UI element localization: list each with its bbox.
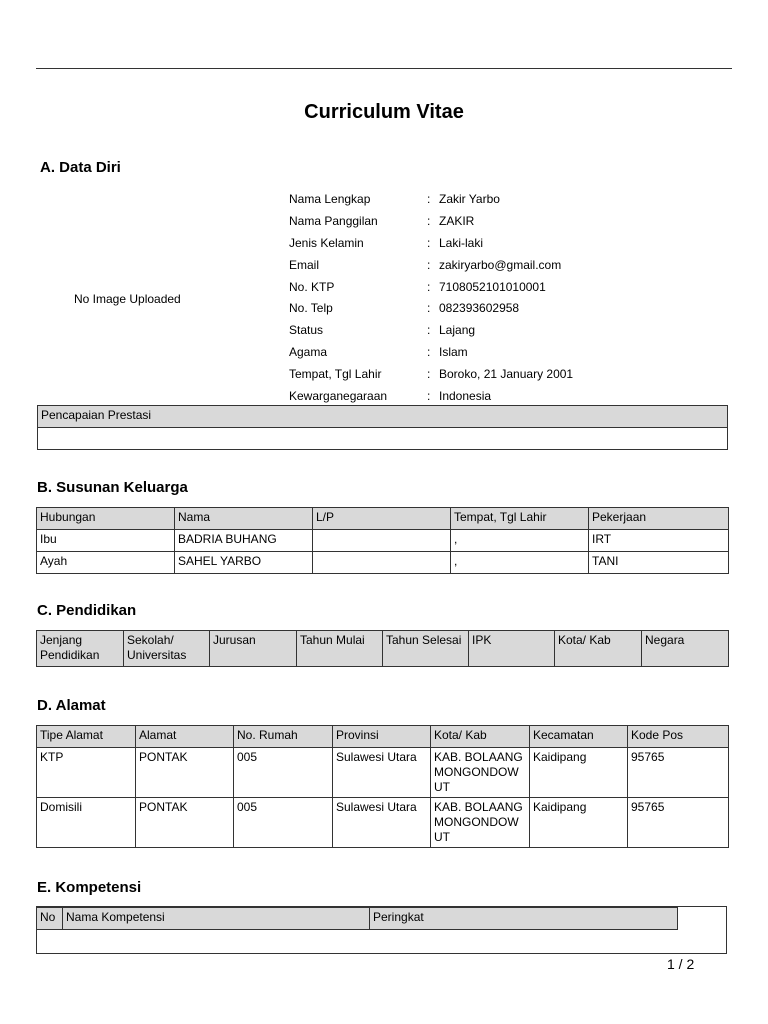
table-cell: 95765 (628, 748, 729, 798)
column-header: Kode Pos (628, 726, 729, 748)
column-header: Sekolah/ Universitas (124, 631, 210, 667)
table-cell: KAB. BOLAANG MONGONDOW UT (431, 748, 530, 798)
info-label: Status (289, 323, 324, 338)
table-cell: Domisili (37, 798, 136, 848)
column-header: Negara (642, 631, 729, 667)
info-row (289, 319, 729, 341)
info-value: Islam (439, 345, 468, 360)
prestasi-table (37, 405, 728, 450)
column-header: Tempat, Tgl Lahir (451, 508, 589, 530)
info-row (289, 341, 729, 363)
info-separator: : (427, 367, 431, 382)
info-row (289, 188, 729, 210)
info-separator: : (427, 323, 431, 338)
document-title: Curriculum Vitae (304, 101, 464, 123)
column-header: Jurusan (210, 631, 297, 667)
info-separator: : (427, 235, 431, 250)
table-cell: TANI (589, 552, 729, 574)
info-label: Nama Panggilan (289, 213, 378, 228)
alamat-table (36, 725, 729, 848)
info-separator: : (427, 301, 431, 316)
column-header: IPK (469, 631, 555, 667)
column-header: Peringkat (370, 908, 678, 930)
info-row (289, 297, 729, 319)
table-cell: Ibu (37, 530, 175, 552)
info-row (289, 363, 729, 385)
table-cell: KTP (37, 748, 136, 798)
prestasi-body (38, 428, 728, 450)
info-value: ZAKIR (439, 213, 475, 228)
info-label: Nama Lengkap (289, 191, 371, 206)
table-cell: Ayah (37, 552, 175, 574)
info-label: Email (289, 257, 320, 272)
column-header: Tipe Alamat (37, 726, 136, 748)
table-row (37, 530, 729, 552)
column-header: Kecamatan (530, 726, 628, 748)
info-separator: : (427, 213, 431, 228)
info-value: Zakir Yarbo (439, 191, 500, 206)
column-header: Tahun Mulai (297, 631, 383, 667)
table-cell: PONTAK (136, 748, 234, 798)
table-cell: IRT (589, 530, 729, 552)
info-separator: : (427, 257, 431, 272)
section-heading-keluarga: B. Susunan Keluarga (37, 479, 188, 496)
info-label: Tempat, Tgl Lahir (289, 367, 382, 382)
table-row (37, 748, 729, 798)
info-label: Agama (289, 345, 328, 360)
column-header: Nama Kompetensi (63, 908, 370, 930)
section-heading-pendidikan: C. Pendidikan (37, 602, 137, 619)
column-header: No (37, 908, 63, 930)
info-value: Boroko, 21 January 2001 (439, 367, 574, 382)
table-cell (313, 552, 451, 574)
personal-info-list (289, 188, 729, 407)
info-label: Kewarganegaraan (289, 388, 388, 403)
page-number: 1 / 2 (667, 956, 695, 972)
info-row (289, 276, 729, 298)
section-heading-data-diri: A. Data Diri (40, 159, 121, 176)
table-header-row (37, 726, 729, 748)
photo-placeholder: No Image Uploaded (74, 292, 181, 306)
column-header: Pekerjaan (589, 508, 729, 530)
table-cell: , (451, 552, 589, 574)
info-value: Laki-laki (439, 235, 484, 250)
table-cell: KAB. BOLAANG MONGONDOW UT (431, 798, 530, 848)
table-cell: BADRIA BUHANG (175, 530, 313, 552)
table-cell: Sulawesi Utara (333, 798, 431, 848)
info-label: No. Telp (289, 301, 333, 316)
table-cell: Kaidipang (530, 748, 628, 798)
table-header-row (37, 508, 729, 530)
info-row (289, 385, 729, 407)
column-header: L/P (313, 508, 451, 530)
info-value: 082393602958 (439, 301, 520, 316)
info-row (289, 210, 729, 232)
section-heading-alamat: D. Alamat (37, 697, 106, 714)
table-cell: 005 (234, 748, 333, 798)
column-header: Kota/ Kab (431, 726, 530, 748)
info-row (289, 254, 729, 276)
info-separator: : (427, 388, 431, 403)
column-header: Jenjang Pendidikan (37, 631, 124, 667)
table-row (37, 798, 729, 848)
table-cell: Sulawesi Utara (333, 748, 431, 798)
info-label: Jenis Kelamin (289, 235, 364, 250)
section-heading-kompetensi: E. Kompetensi (37, 879, 142, 896)
info-separator: : (427, 345, 431, 360)
table-cell: 95765 (628, 798, 729, 848)
top-rule (36, 68, 732, 69)
table-header-row (37, 631, 729, 667)
table-row (37, 552, 729, 574)
column-header: Alamat (136, 726, 234, 748)
column-header: Tahun Selesai (383, 631, 469, 667)
info-row (289, 232, 729, 254)
column-header: Nama (175, 508, 313, 530)
column-header: No. Rumah (234, 726, 333, 748)
table-header-row (37, 908, 678, 930)
kompetensi-table (36, 907, 678, 930)
column-header: Provinsi (333, 726, 431, 748)
keluarga-table (36, 507, 729, 574)
info-value: Lajang (439, 323, 476, 338)
table-cell (313, 530, 451, 552)
table-cell: , (451, 530, 589, 552)
table-cell: PONTAK (136, 798, 234, 848)
column-header: Hubungan (37, 508, 175, 530)
info-label: No. KTP (289, 279, 335, 294)
table-cell: SAHEL YARBO (175, 552, 313, 574)
prestasi-header: Pencapaian Prestasi (38, 406, 728, 428)
info-separator: : (427, 279, 431, 294)
table-cell: Kaidipang (530, 798, 628, 848)
info-value: Indonesia (439, 388, 492, 403)
info-value: zakiryarbo@gmail.com (439, 257, 562, 272)
column-header: Kota/ Kab (555, 631, 642, 667)
pendidikan-table (36, 630, 729, 667)
info-value: 7108052101010001 (439, 279, 546, 294)
table-cell: 005 (234, 798, 333, 848)
info-separator: : (427, 191, 431, 206)
